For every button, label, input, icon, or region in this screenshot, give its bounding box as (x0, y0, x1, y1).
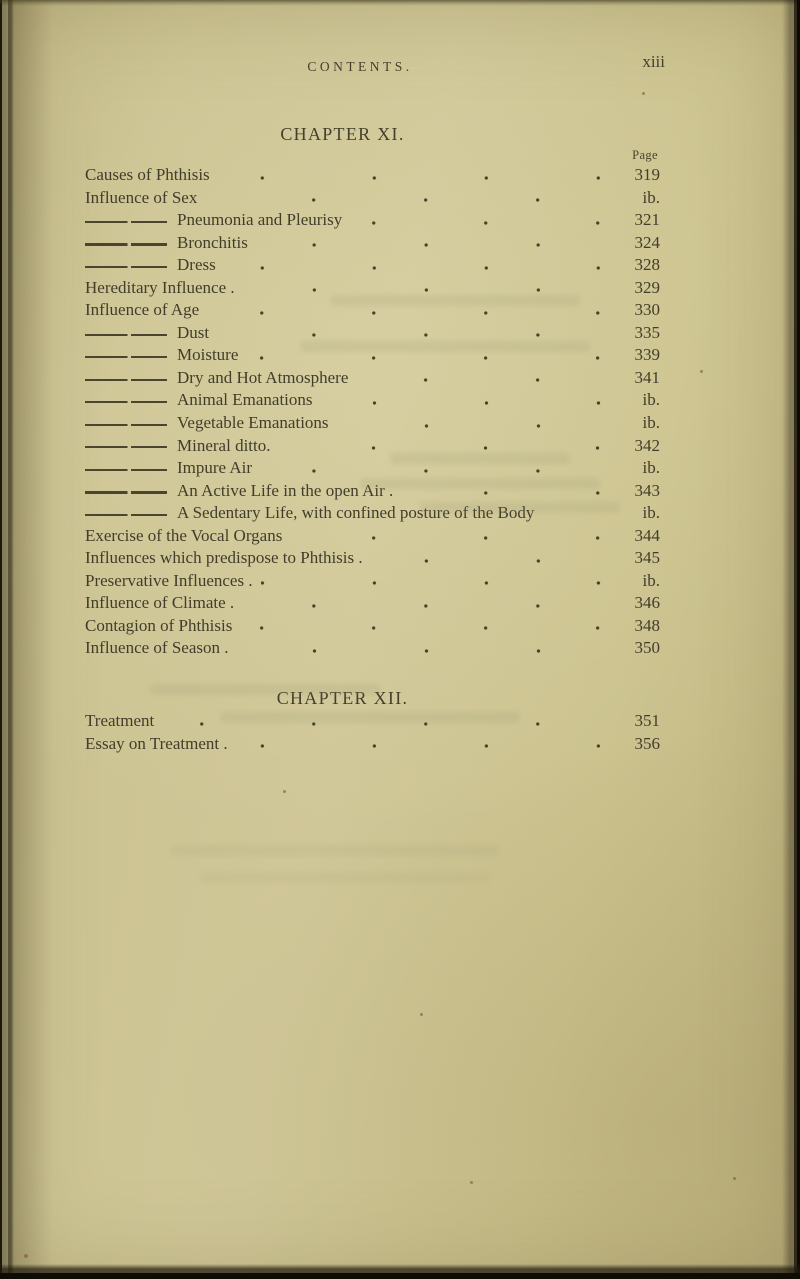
entry-label: Bronchitis (177, 232, 248, 252)
paper-speck (420, 1013, 423, 1016)
show-through-mark (390, 453, 570, 464)
entry-page-number: 329 (634, 277, 660, 297)
entry-page-number: 343 (634, 480, 660, 500)
entry-label: Influence of Season . (85, 638, 229, 658)
show-through-mark (150, 684, 380, 695)
entry-page-number: 330 (634, 300, 660, 320)
toc-entry (85, 367, 660, 390)
dot-leader (261, 570, 610, 593)
chapter-section (85, 122, 660, 660)
show-through-mark (300, 341, 590, 352)
ditto-dash-rule (85, 379, 167, 381)
dot-leader (240, 615, 610, 638)
entry-page-number: ib. (642, 413, 660, 433)
page-column-label: Page (632, 148, 658, 162)
toc-entry (85, 254, 660, 277)
entry-page-number: 339 (634, 345, 660, 365)
dot-leader (350, 209, 610, 232)
ditto-dash-rule (85, 266, 167, 268)
toc-entry (85, 547, 660, 570)
entry-label: Treatment (85, 711, 155, 731)
paper-speck (470, 1181, 473, 1184)
entry-label: Mineral ditto. (177, 435, 271, 455)
ditto-dash-rule (85, 514, 167, 516)
entry-label: Impure Air (177, 458, 253, 478)
running-header: CONTENTS. (307, 59, 413, 74)
entry-label: Moisture (177, 345, 239, 365)
toc-entry (85, 592, 660, 615)
ditto-dash-rule (85, 401, 167, 403)
entry-page-number: 321 (634, 210, 660, 230)
dot-leader (224, 254, 610, 277)
entry-page-number: 348 (634, 615, 660, 635)
entry-label: Causes of Phthisis (85, 165, 210, 184)
dot-leader (290, 525, 610, 548)
entry-page-number: 344 (634, 525, 660, 545)
entry-label: Exercise of the Vocal Organs (85, 525, 283, 545)
scan-edge-right (782, 0, 800, 1279)
entry-label: Influence of Climate . (85, 593, 235, 613)
table-of-contents (85, 0, 660, 755)
ditto-dash-rule (85, 424, 167, 426)
toc-entry (85, 412, 660, 435)
entry-page-number: 335 (634, 322, 660, 342)
dot-leader (242, 592, 610, 615)
chapter-heading: CHAPTER XII. (276, 688, 409, 709)
ditto-dash-rule (85, 356, 167, 358)
dot-leader (321, 389, 610, 412)
entry-page-number: 350 (634, 638, 660, 658)
toc-entry (85, 733, 660, 756)
show-through-mark (220, 712, 520, 723)
toc-entry (85, 570, 660, 593)
toc-entry (85, 389, 660, 412)
chapter-heading: CHAPTER XI. (280, 124, 405, 144)
entry-label: An Active Life in the open Air . (177, 480, 394, 500)
ditto-dash-rule (85, 446, 167, 448)
show-through-mark (360, 478, 600, 489)
dot-leader (205, 187, 610, 210)
dot-leader (356, 367, 610, 390)
toc-entry (85, 209, 660, 232)
entry-page-number: 328 (634, 255, 660, 275)
paper-speck (642, 92, 645, 95)
dot-leader (218, 164, 610, 187)
show-through-mark (200, 872, 490, 883)
paper-speck (733, 1177, 736, 1180)
dot-leader (337, 412, 610, 435)
toc-entry (85, 435, 660, 458)
paper-speck (700, 370, 703, 373)
entry-page-number: 346 (634, 593, 660, 613)
show-through-mark (170, 845, 500, 856)
toc-entry (85, 187, 660, 210)
entry-page-number: ib. (642, 187, 660, 207)
show-through-mark (420, 502, 620, 513)
toc-entry (85, 637, 660, 660)
entry-label: Preservative Influences . (85, 570, 253, 590)
toc-entry (85, 164, 660, 187)
ditto-dash-rule (85, 491, 167, 493)
scan-edge-left (0, 0, 14, 1279)
entry-page-number: 356 (634, 733, 660, 753)
entry-page-number: ib. (642, 390, 660, 410)
entry-label: Dust (177, 322, 210, 342)
dot-leader (237, 637, 610, 660)
toc-entry (85, 615, 660, 638)
toc-entry (85, 525, 660, 548)
ditto-dash-rule (85, 221, 167, 223)
ditto-dash-rule (85, 334, 167, 336)
entry-page-number: 351 (634, 711, 660, 731)
entry-label: Dry and Hot Atmosphere (177, 367, 349, 387)
paper-speck (24, 1254, 28, 1258)
dot-leader (371, 547, 610, 570)
entry-label: Contagion of Phthisis (85, 615, 233, 635)
entry-label: Essay on Treatment . (85, 733, 228, 753)
entry-page-number: ib. (642, 570, 660, 590)
entry-label: Pneumonia and Pleurisy (177, 210, 343, 230)
entry-label: A Sedentary Life, with confined posture of the Body (177, 503, 535, 523)
entry-page-number: 342 (634, 435, 660, 455)
dot-leader (256, 232, 610, 255)
entry-label: Dress (177, 255, 216, 275)
toc-entry (85, 232, 660, 255)
entry-label: Animal Emanations (177, 390, 313, 410)
show-through-mark (330, 295, 580, 306)
entry-page-number: 345 (634, 548, 660, 568)
scan-edge-top (0, 0, 800, 6)
entry-label: Influences which predispose to Phthisis . (85, 548, 363, 568)
entry-label: Vegetable Emanations (177, 413, 329, 433)
entry-label: Influence of Age (85, 300, 200, 320)
paper-speck (283, 790, 286, 793)
entry-label: Influence of Sex (85, 187, 198, 207)
ditto-dash-rule (85, 469, 167, 471)
entry-label: Hereditary Influence . (85, 277, 235, 297)
dot-leader (236, 733, 610, 756)
ditto-dash-rule (85, 243, 167, 245)
toc-entry (85, 457, 660, 480)
entry-page-number: 319 (634, 165, 660, 184)
entry-page-number: 324 (634, 232, 660, 252)
folio-page-number: xiii (642, 52, 665, 71)
entry-page-number: 341 (634, 367, 660, 387)
gutter-shadow (11, 0, 53, 1279)
scan-edge-bottom (0, 1264, 800, 1279)
entry-page-number: ib. (642, 458, 660, 478)
entry-page-number: ib. (642, 503, 660, 523)
